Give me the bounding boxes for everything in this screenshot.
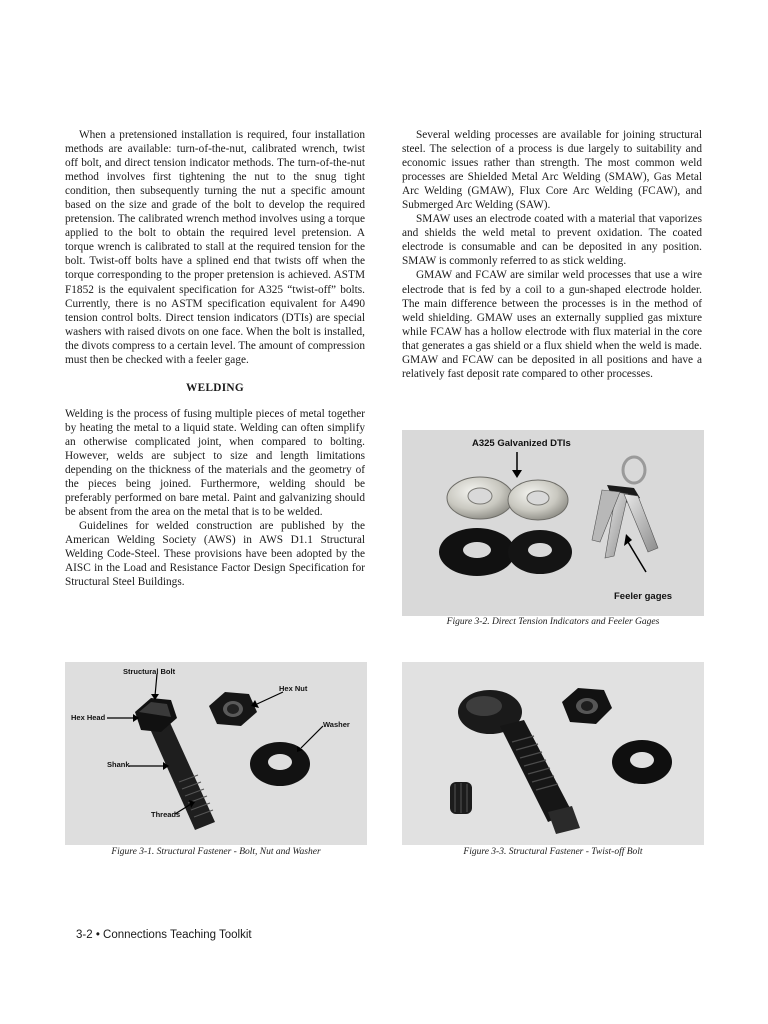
guidelines-paragraph: Guidelines for welded construction are published by the American Welding Society (AWS) in AWS D1.1 Structural Welding Code-Steel. These provisions have been adopted by the AISC in the Load and Resistance Factor Design Specification for Structural Steel Buildings. [65,520,365,589]
shank-label: Shank [107,760,130,769]
right-column [402,128,702,381]
washer-label: Washer [323,720,350,729]
weld-processes-paragraph: Several welding processes are available for joining structural steel. The selection of a process is due largely to suitability and economic issues rather than strength. The most common weld processes are Shielded Metal Arc Welding (SMAW), Gas Metal Arc Welding (GMAW), Flux Core Arc Welding (FCAW), and Submerged Arc Welding (SAW). [402,129,702,212]
threads-label: Threads [151,810,181,819]
welding-heading: WELDING [186,381,244,394]
feeler-label: Feeler gages [614,591,673,602]
figure-3-1 [65,662,367,862]
twist-off-bolt-photo [402,662,704,845]
left-column [65,128,365,589]
bolt-illustration [65,662,367,845]
smaw-paragraph: SMAW uses an electrode coated with a material that vaporizes and shields the weld metal to prevent oxidation. The coated electrode is consumable and can be deposited in any position. SMAW is commonly referred to as stick welding. [402,213,702,268]
welding-paragraph: Welding is the process of fusing multiple pieces of metal together by heating the metal to a liquid state. Welding can often simplify an otherwise complicated joint, when compared to bolting. However, welds are subject to size and length limitations depending on the thickness of the materials and the geometry of the pieces being joined. Furthermore, welding should be preferably performed on bare metal. Paint and galvanizing should be absent from the area on the metal that is to be welded. [65,407,365,519]
dti-photo [402,430,704,616]
structural-bolt-label: Structural Bolt [123,667,176,676]
bolt-photo [65,662,367,845]
figure-3-1-caption: Figure 3-1. Structural Fastener - Bolt, Nut and Washer [111,847,321,857]
hex-nut-label: Hex Nut [279,684,308,693]
hex-head-label: Hex Head [71,713,106,722]
figure-3-2 [402,430,704,640]
figure-3-2-caption: Figure 3-2. Direct Tension Indicators and Feeler Gages [446,617,660,627]
page-footer: 3-2 • Connections Teaching Toolkit [76,929,252,941]
figure-3-3-caption: Figure 3-3. Structural Fastener - Twist-off Bolt [463,847,643,857]
dti-label: A325 Galvanized DTIs [472,438,571,449]
figure-3-3 [402,662,704,862]
dti-illustration [402,430,704,616]
gmaw-fcaw-paragraph: GMAW and FCAW are similar weld processes that use a wire electrode that is fed by a coil to a gun-shaped electrode holder. The main difference between the processes is in the method of weld shielding. GMAW uses an externally supplied gas mixture while FCAW has a hollow electrode with flux material in the core that generates a gas shield or a flux shield when the weld is made. GMAW and FCAW can be deposited in all positions and have a relatively fast deposit rate compared to other processes. [402,269,702,380]
twist-off-bolt-illustration [402,662,704,845]
pretension-paragraph: When a pretensioned installation is required, four installation methods are available: turn-of-the-nut, calibrated wrench, twist off bolt, and direct tension indicator methods. The turn-of-the-nut method involves first tightening the nut to the snug tight condition, then subsequently turning the nut a specific amount based on the size and grade of the bolt to develop the required pretension. The calibrated wrench method involves using a torque applied to the bolt to obtain the required level pretension. A torque wrench is calibrated to stall at the required tension for the bolt. Twist-off bolts have a splined end that twists off when the torque corresponding to the proper pretension is achieved. ASTM F1852 is the equivalent specification for A325 “twist-off” bolts. Currently, there is no ASTM specification equivalent for A490 tension control bolts. Direct tension indicators (DTIs) are special washers with raised divots on one face. When the bolt is installed, the divots compress to a certain level. The amount of compression must then be checked with a feeler gage. [65,129,365,366]
